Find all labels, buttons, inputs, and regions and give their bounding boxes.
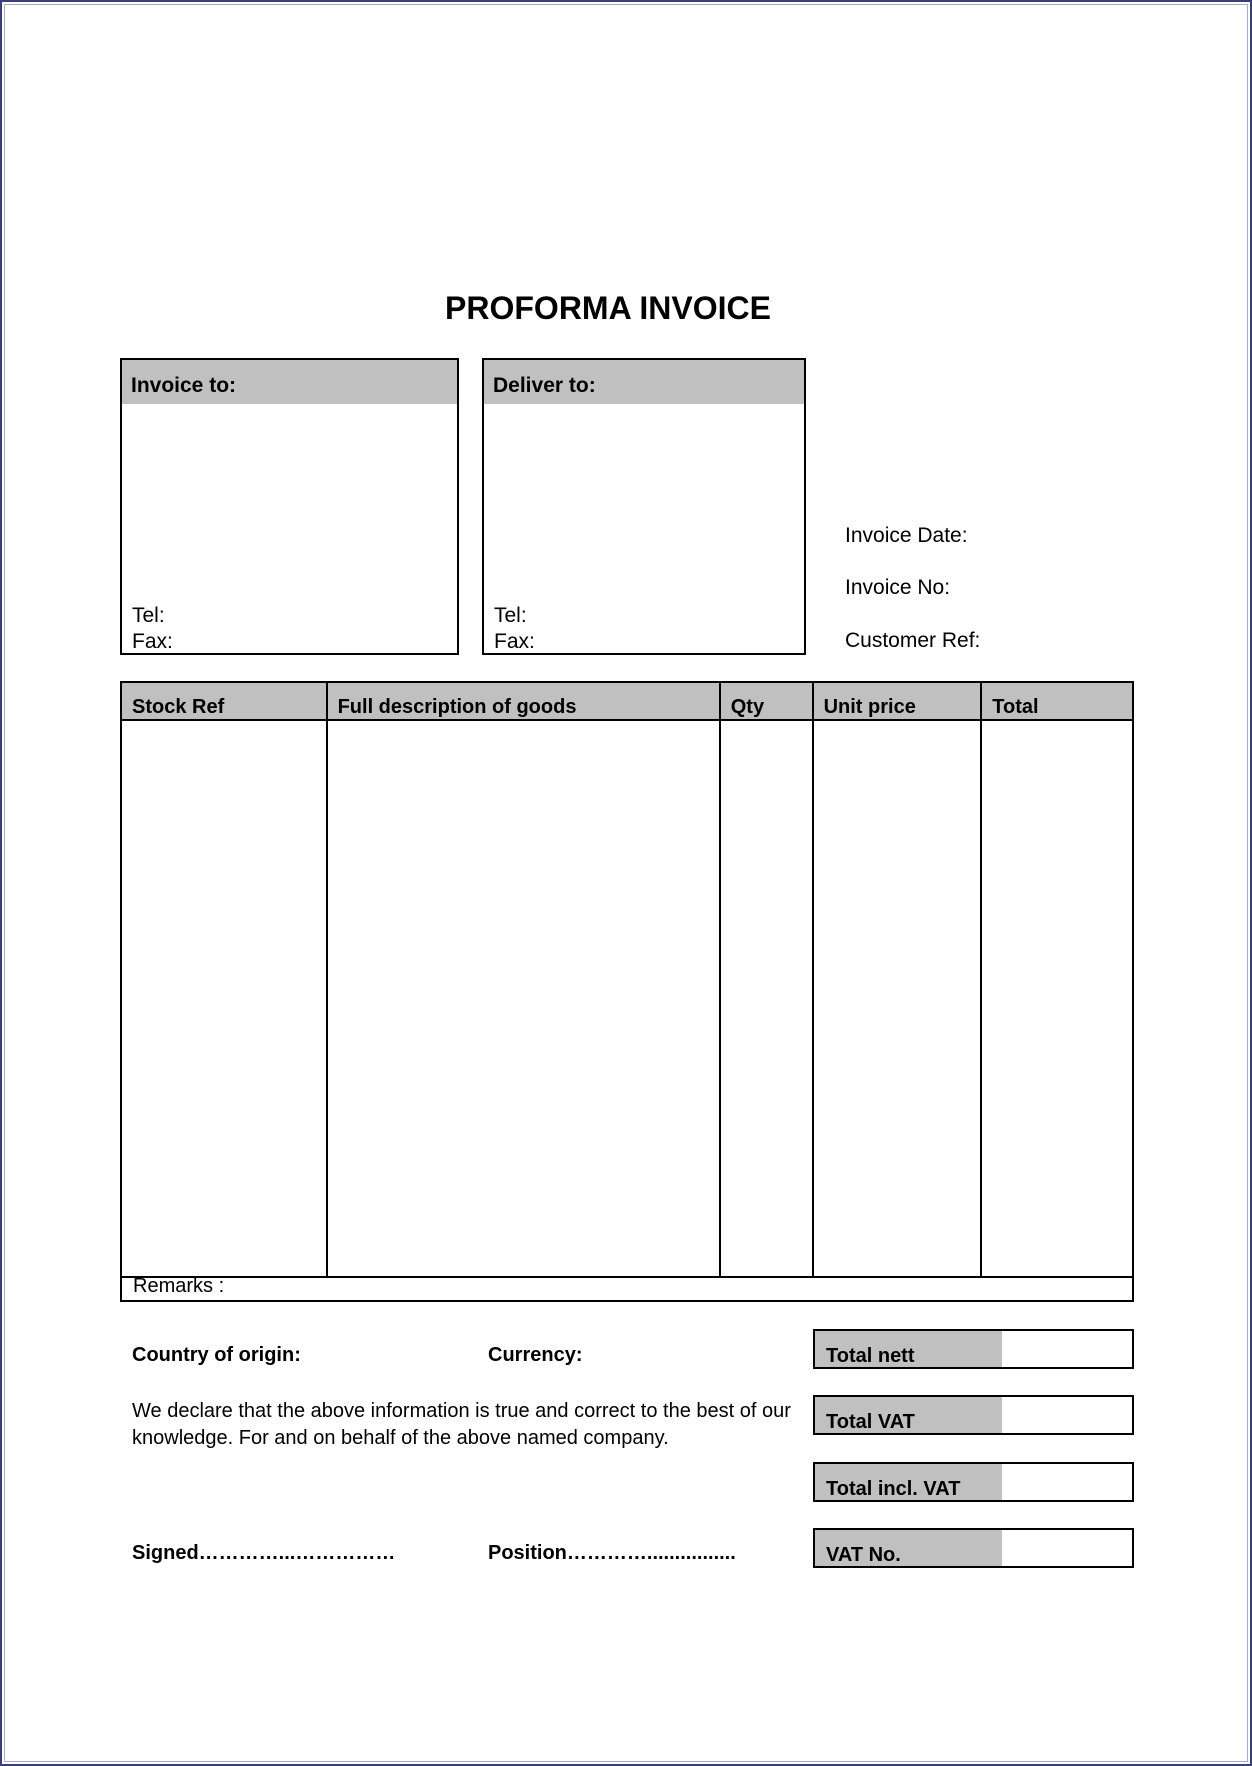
deliver-to-box <box>482 358 806 655</box>
total-vat-box <box>813 1395 1134 1435</box>
invoice-to-tel: Tel: <box>132 604 165 627</box>
description-cell[interactable] <box>327 720 720 1277</box>
position-line: Position…………................ <box>488 1542 736 1564</box>
total-incl-vat-label: Total incl. VAT <box>815 1464 1002 1500</box>
total-incl-vat-box <box>813 1462 1134 1502</box>
vat-no-label: VAT No. <box>815 1530 1002 1566</box>
col-header-total: Total <box>981 682 1133 720</box>
currency-label: Currency: <box>488 1344 583 1366</box>
col-header-unit-price: Unit price <box>813 682 982 720</box>
stock-ref-cell[interactable] <box>121 720 327 1277</box>
qty-cell[interactable] <box>720 720 813 1277</box>
deliver-to-tel: Tel: <box>494 604 527 627</box>
table-header-row <box>121 682 1133 720</box>
country-of-origin-label: Country of origin: <box>132 1344 301 1366</box>
page-title: PROFORMA INVOICE <box>445 290 771 326</box>
items-table <box>120 681 1134 1278</box>
invoice-no-label: Invoice No: <box>845 576 951 599</box>
col-header-description: Full description of goods <box>327 682 720 720</box>
total-vat-label: Total VAT <box>815 1397 1002 1433</box>
invoice-to-heading: Invoice to: <box>122 360 457 404</box>
total-cell[interactable] <box>981 720 1133 1277</box>
deliver-to-fax: Fax: <box>494 630 535 653</box>
signed-line: Signed…………...…………… <box>132 1542 396 1564</box>
col-header-qty: Qty <box>720 682 813 720</box>
deliver-to-heading: Deliver to: <box>484 360 804 404</box>
customer-ref-label: Customer Ref: <box>845 629 981 652</box>
total-nett-label: Total nett <box>815 1331 1002 1367</box>
invoice-to-box <box>120 358 459 655</box>
remarks-row[interactable]: Remarks : <box>120 1274 1134 1302</box>
vat-no-box <box>813 1528 1134 1568</box>
declaration-text: We declare that the above information is true and correct to the best of our knowledge. For and on behalf of the above named company. <box>132 1400 791 1449</box>
unit-price-cell[interactable] <box>813 720 982 1277</box>
invoice-date-label: Invoice Date: <box>845 524 968 547</box>
col-header-stock-ref: Stock Ref <box>121 682 327 720</box>
total-nett-box <box>813 1329 1134 1369</box>
table-row <box>121 720 1133 1277</box>
invoice-to-fax: Fax: <box>132 630 173 653</box>
